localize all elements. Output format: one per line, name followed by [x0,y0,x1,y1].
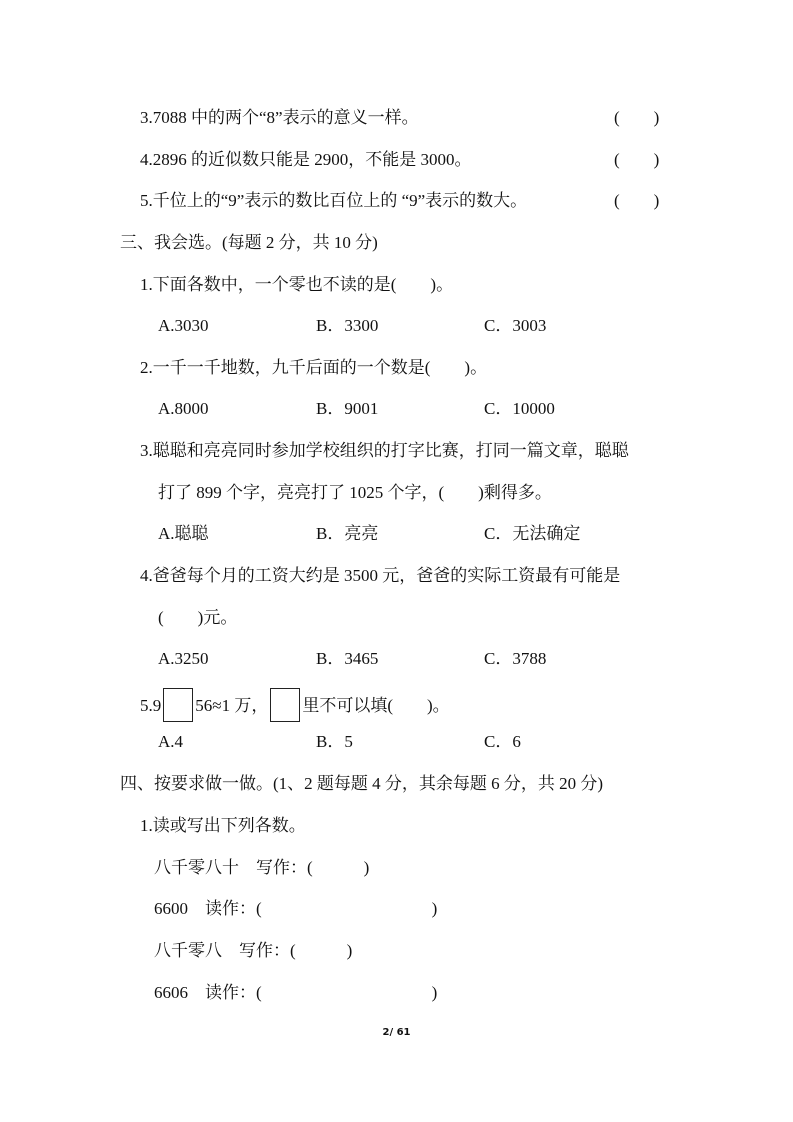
s3-q4-text-line1: 4.爸爸每个月的工资大约是 3500 元，爸爸的实际工资最有可能是 [140,566,621,585]
s3-q1-option-b[interactable]: B．3300 [316,316,379,335]
s3-q1-text: 1.下面各数中，一个零也不读的是( )。 [140,275,454,294]
s3-q2-option-b[interactable]: B．9001 [316,399,379,418]
s3-q5-option-a[interactable]: A.4 [158,732,184,751]
s3-q5-suffix: 里不可以填( )。 [302,695,450,715]
s3-q2-text: 2.一千一千地数，九千后面的一个数是( )。 [140,358,488,377]
s3-q3-option-c[interactable]: C．无法确定 [484,524,581,543]
s3-q5-middle: 56≈1 万， [195,695,269,715]
s3-q1-option-a[interactable]: A.3030 [158,316,209,335]
s4-q1-row-4[interactable]: 6606 读作：( ) [154,983,438,1002]
s3-q5-prefix: 5.9 [140,695,162,715]
s3-q5-blank-box-1[interactable] [163,688,193,722]
s3-q2-option-c[interactable]: C．10000 [484,399,555,418]
judge-answer-5[interactable]: ( ) [614,191,660,210]
s3-q4-option-b[interactable]: B．3465 [316,649,379,668]
judge-item-5: 5.千位上的“9”表示的数比百位上的 “9”表示的数大。 [140,191,528,210]
section4-heading: 四、按要求做一做。(1、2 题每题 4 分，其余每题 6 分，共 20 分) [120,774,604,793]
s4-q1-row-2[interactable]: 6600 读作：( ) [154,899,438,918]
s3-q5-option-c[interactable]: C．6 [484,732,521,751]
s3-q3-text-line2: 打了 899 个字，亮亮打了 1025 个字，( )剩得多。 [158,483,552,502]
s3-q4-option-c[interactable]: C．3788 [484,649,547,668]
page-number: 2/ 61 [382,1027,411,1038]
s4-q1-row-3[interactable]: 八千零八 写作：( ) [154,941,353,960]
s3-q3-option-b[interactable]: B．亮亮 [316,524,379,543]
s3-q3-text-line1: 3.聪聪和亮亮同时参加学校组织的打字比赛，打同一篇文章，聪聪 [140,441,629,460]
s3-q2-option-a[interactable]: A.8000 [158,399,209,418]
s4-q1-row-1[interactable]: 八千零八十 写作：( ) [154,858,370,877]
judge-answer-3[interactable]: ( ) [614,108,660,127]
s3-q5-option-b[interactable]: B．5 [316,732,353,751]
section3-heading: 三、我会选。(每题 2 分，共 10 分) [120,233,378,252]
s3-q4-option-a[interactable]: A.3250 [158,649,209,668]
s3-q4-text-line2: ( )元。 [158,608,238,627]
judge-item-3: 3.7088 中的两个“8”表示的意义一样。 [140,108,419,127]
judge-answer-4[interactable]: ( ) [614,150,660,169]
judge-item-4: 4.2896 的近似数只能是 2900，不能是 3000。 [140,150,472,169]
s3-q5-text [140,690,450,724]
s3-q1-option-c[interactable]: C．3003 [484,316,547,335]
s4-q1-text: 1.读或写出下列各数。 [140,816,306,835]
s3-q3-option-a[interactable]: A.聪聪 [158,524,209,543]
s3-q5-blank-box-2[interactable] [270,688,300,722]
